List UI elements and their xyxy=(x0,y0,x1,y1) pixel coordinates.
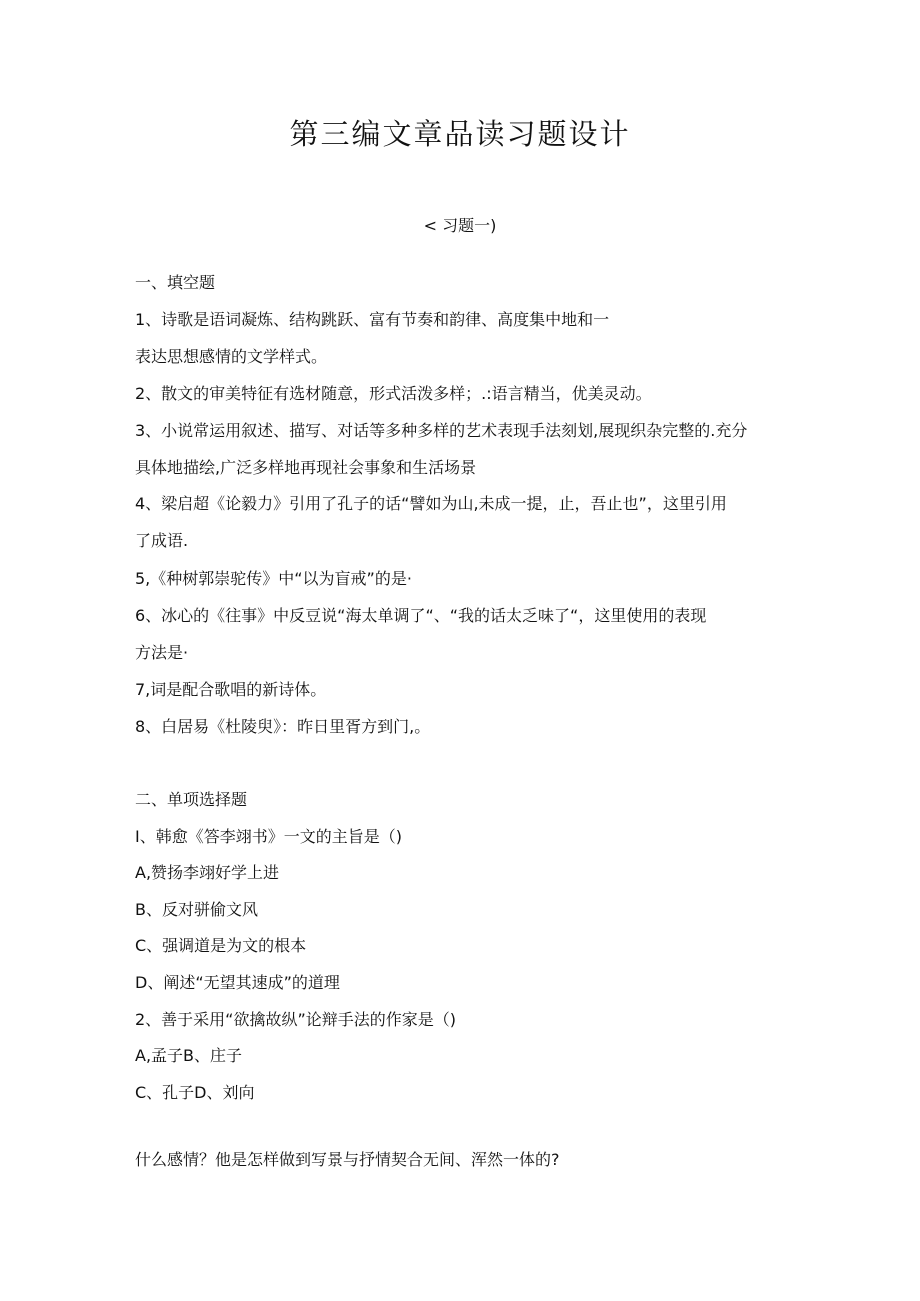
question-line: 2、善于采用“欲擒故纵”论辩手法的作家是（) xyxy=(135,1010,457,1029)
question-line: 7,词是配合歌唱的新诗体。 xyxy=(135,680,327,699)
question-line: 2、散文的审美特征有选材随意，形式活泼多样；.:语言精当，优美灵动。 xyxy=(135,384,652,403)
question-line: 了成语. xyxy=(135,531,189,550)
question-line: 表达思想感情的文学样式。 xyxy=(135,347,328,366)
question-line: 5,《种树郭崇驼传》中“以为盲戒”的是· xyxy=(135,569,412,588)
question-line: 4、梁启超《论毅力》引用了孔子的话“譬如为山,未成一提，止，吾止也”，这里引用 xyxy=(135,494,727,513)
question-line: 方法是· xyxy=(135,643,189,662)
choice-option: A,赞扬李翊好学上进 xyxy=(135,863,280,882)
choice-option: C、孔子D、刘向 xyxy=(135,1083,255,1102)
question-line: 3、小说常运用叙述、描写、对话等多种多样的艺术表现手法刻划,展现织杂完整的.充分 xyxy=(135,421,748,440)
page-title: 第三编文章品读习题设计 xyxy=(289,117,631,151)
section-heading-single-choice: 二、单项选择题 xyxy=(135,790,248,809)
choice-option: B、反对骈偷文风 xyxy=(135,900,258,919)
question-line: I、韩愈《答李翊书》一文的主旨是（) xyxy=(135,827,402,846)
question-line: 什么感情？他是怎样做到写景与抒情契合无间、浑然一体的? xyxy=(135,1150,560,1169)
choice-option: C、强调道是为文的根本 xyxy=(135,936,307,955)
question-line: 具体地描绘,广泛多样地再现社会事象和生活场景 xyxy=(135,458,477,477)
choice-option: A,孟子B、庄子 xyxy=(135,1046,243,1065)
choice-option: D、阐述“无望其速成”的道理 xyxy=(135,973,340,992)
question-line: 6、冰心的《往事》中反豆说“海太单调了“、“我的话太乏味了“，这里使用的表现 xyxy=(135,606,707,625)
question-line: 8、白居易《杜陵臾》：昨日里胥方到门,。 xyxy=(135,717,431,736)
section-heading-fill-blank: 一、填空题 xyxy=(135,273,216,292)
question-line: 1、诗歌是语词凝炼、结构跳跃、富有节奏和韵律、高度集中地和一 xyxy=(135,310,610,329)
exercise-subtitle: < 习题一) xyxy=(423,216,497,235)
